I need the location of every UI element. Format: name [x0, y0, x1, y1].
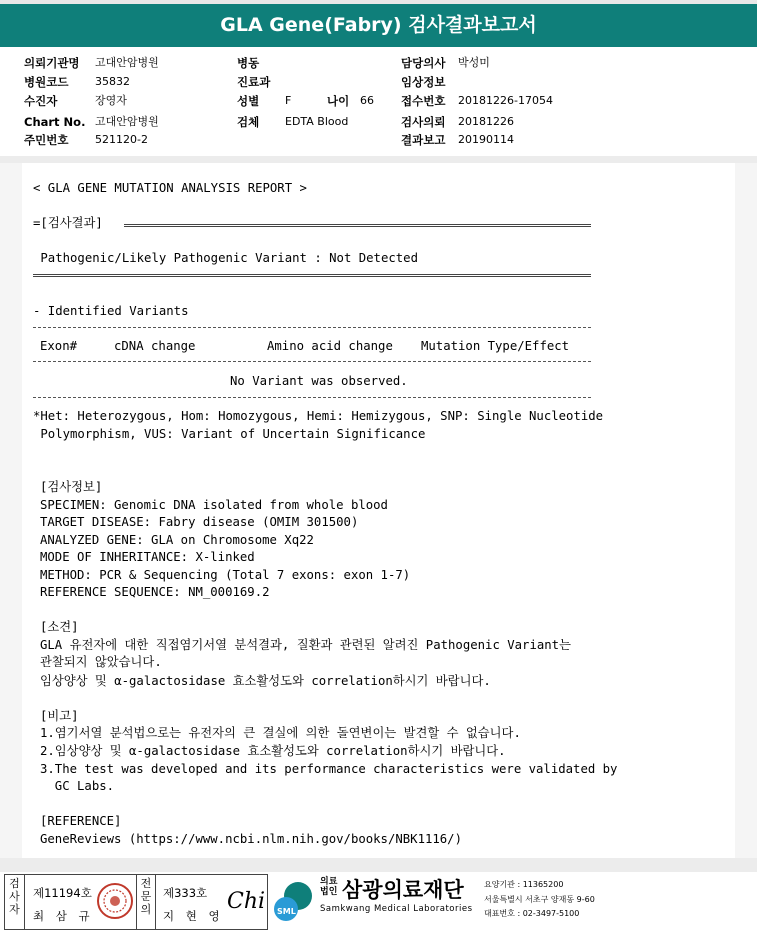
field-label: 접수번호	[401, 94, 446, 108]
sex-value: F	[285, 94, 292, 107]
field-value: 20190114	[458, 133, 514, 146]
info-line: METHOD: PCR & Sequencing (Total 7 exons: exon 1-7)	[40, 568, 411, 582]
field-value: 35832	[95, 75, 130, 88]
gutter	[735, 163, 757, 858]
sex-label: 성별	[237, 94, 260, 108]
info-line: TARGET DISEASE: Fabry disease (OMIM 301500)	[40, 515, 359, 529]
sml-logo-icon	[272, 876, 318, 928]
info-line: MODE OF INHERITANCE: X-linked	[40, 550, 255, 564]
signature: Chi	[227, 889, 266, 914]
table-col-mutation: Mutation Type/Effect	[421, 339, 570, 353]
field-value: 20181226-17054	[458, 94, 553, 107]
opinion-line: 관찰되지 않았습니다.	[40, 655, 162, 669]
specialist-license-no: 제333호	[163, 886, 208, 900]
field-value: 521120-2	[95, 133, 148, 146]
dept-label: 진료과	[237, 75, 271, 89]
info-line: SPECIMEN: Genomic DNA isolated from whole blood	[40, 498, 388, 512]
opinion-line: GLA 유전자에 대한 직접염기서열 분석결과, 질환과 관련된 알려진 Pathogenic Variant는	[40, 638, 571, 652]
table-col-cdna: cDNA change	[114, 339, 196, 353]
age-value: 66	[360, 94, 374, 107]
field-label: 주민번호	[24, 133, 69, 147]
identified-variants-heading: - Identified Variants	[33, 304, 189, 318]
field-value: 고대안암병원	[95, 56, 159, 69]
separator	[33, 361, 591, 362]
field-label: 임상정보	[401, 75, 446, 89]
specimen-value: EDTA Blood	[285, 115, 349, 128]
report-heading: < GLA GENE MUTATION ANALYSIS REPORT >	[33, 181, 307, 195]
specimen-label: 검체	[237, 115, 260, 129]
info-title: [검사정보]	[40, 480, 103, 494]
reference-link[interactable]: GeneReviews (https://www.ncbi.nlm.nih.gov/books/NBK1116/)	[40, 832, 462, 846]
specialist-label: 전문의	[136, 875, 156, 929]
logo-abbr: SML	[277, 907, 296, 916]
org-english-name: Samkwang Medical Laboratories	[320, 904, 473, 914]
divider	[0, 858, 757, 872]
inspector-label: 검사자	[5, 875, 25, 929]
result-section-label: =[검사결과]	[33, 216, 103, 230]
field-value: 20181226	[458, 115, 514, 128]
org-type: 의료법인	[320, 877, 338, 897]
separator	[33, 274, 591, 277]
patient-header	[0, 52, 757, 152]
footnote-line: *Het: Heterozygous, Hom: Homozygous, Hemi: Hemizygous, SNP: Single Nucleotide	[33, 409, 604, 423]
info-line: ANALYZED GENE: GLA on Chromosome Xq22	[40, 533, 314, 547]
field-label: 담당의사	[401, 56, 446, 70]
org-name: 삼광의료재단	[342, 878, 464, 902]
seal-stamp-icon	[95, 881, 135, 921]
table-col-exon: Exon#	[40, 339, 78, 353]
result-section-title: 검사결과	[47, 216, 96, 230]
field-label: 병원코드	[24, 75, 69, 89]
org-address: 서울특별시 서초구 양재동 9-60	[484, 895, 595, 904]
report-body	[22, 163, 735, 858]
field-value: 고대안암병원	[95, 115, 159, 128]
separator	[33, 327, 591, 328]
no-variant-text: No Variant was observed.	[230, 374, 408, 388]
remark-line: 2.임상양상 및 α-galactosidase 효소활성도와 correlation하시기 바랍니다.	[40, 744, 506, 758]
remark-title: [비고]	[40, 709, 79, 723]
institution-code: 요양기관 : 11365200	[484, 880, 564, 889]
footnote-line: Polymorphism, VUS: Variant of Uncertain Significance	[33, 427, 426, 441]
separator	[124, 224, 591, 227]
age-label: 나이	[327, 94, 350, 108]
remark-line: 3.The test was developed and its performance characteristics were validated by	[40, 762, 618, 776]
reference-title: [REFERENCE]	[40, 814, 122, 828]
pathogenic-result: Pathogenic/Likely Pathogenic Variant : Not Detected	[33, 251, 418, 265]
ward-label: 병동	[237, 56, 260, 70]
field-label: Chart No.	[24, 115, 86, 129]
divider	[0, 156, 757, 163]
info-line: REFERENCE SEQUENCE: NM_000169.2	[40, 585, 270, 599]
opinion-title: [소견]	[40, 620, 79, 634]
org-phone: 대표번호 : 02-3497-5100	[484, 909, 580, 918]
signature-box	[4, 874, 268, 930]
inspector-name: 최 삼 규	[33, 909, 94, 923]
field-label: 결과보고	[401, 133, 446, 147]
table-col-amino: Amino acid change	[267, 339, 393, 353]
field-value: 장영자	[95, 94, 127, 107]
field-label: 수진자	[24, 94, 58, 108]
gutter	[0, 163, 22, 858]
report-title: GLA Gene(Fabry) 검사결과보고서	[0, 4, 757, 47]
inspector-license-no: 제11194호	[33, 886, 92, 900]
separator	[33, 397, 591, 398]
specialist-name: 지 현 영	[163, 909, 224, 923]
field-label: 의뢰기관명	[24, 56, 80, 70]
field-value: 박성미	[458, 56, 490, 69]
remark-line: 1.염기서열 분석법으로는 유전자의 큰 결실에 의한 돌연변이는 발견할 수 없습니다.	[40, 726, 521, 740]
opinion-line: 임상양상 및 α-galactosidase 효소활성도와 correlation하시기 바랍니다.	[40, 674, 491, 688]
field-label: 검사의뢰	[401, 115, 446, 129]
remark-line: GC Labs.	[40, 779, 115, 793]
signature-footer	[0, 872, 757, 939]
